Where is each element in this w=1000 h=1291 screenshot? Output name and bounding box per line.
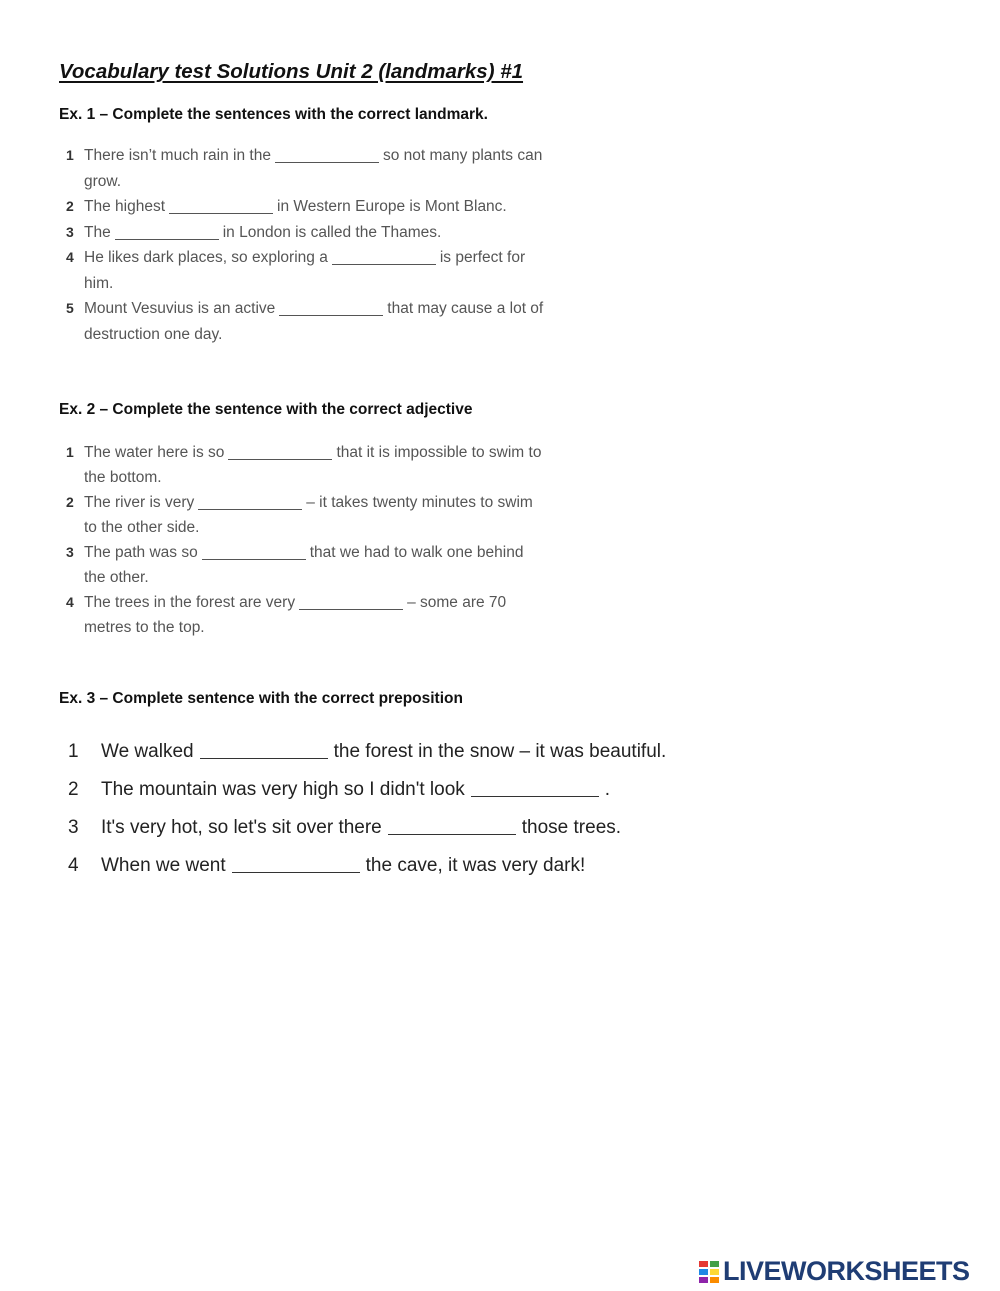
exercise-1-heading: Ex. 1 – Complete the sentences with the correct landmark. <box>59 106 488 123</box>
sentence-end: . <box>604 779 611 800</box>
item-number: 2 <box>66 198 74 214</box>
item-number: 3 <box>66 544 74 560</box>
sentence-end: in Western Europe is Mont Blanc. <box>277 198 507 215</box>
item-number: 3 <box>66 223 74 240</box>
sentence-start: It's very hot, so let's sit over there <box>101 817 382 838</box>
item-number: 4 <box>66 594 74 610</box>
list-item <box>68 809 768 847</box>
item-number: 1 <box>66 444 74 460</box>
sentence-end: – some are 70 metres to the top. <box>84 594 507 636</box>
logo-blocks-icon <box>698 1260 720 1284</box>
item-number: 1 <box>68 741 79 762</box>
list-item <box>68 847 768 885</box>
answer-blank[interactable] <box>299 594 403 611</box>
answer-blank[interactable] <box>228 444 332 461</box>
answer-blank[interactable] <box>198 494 302 511</box>
list-item <box>68 733 768 771</box>
item-number: 2 <box>66 494 74 510</box>
sentence-end: that it is impossible to swim to the bottom. <box>84 444 542 486</box>
answer-blank[interactable] <box>279 300 383 317</box>
sentence-end: the forest in the snow – it was beautiful. <box>333 741 667 762</box>
answer-blank[interactable] <box>115 223 219 240</box>
sentence-start: The <box>84 223 111 241</box>
liveworksheets-logo[interactable] <box>698 1256 970 1287</box>
list-item <box>66 540 546 590</box>
answer-blank[interactable] <box>169 198 273 215</box>
list-item <box>66 245 546 296</box>
sentence-end: that we had to walk one behind the other. <box>84 544 524 586</box>
list-item <box>66 590 546 640</box>
exercise-1-list <box>66 143 546 347</box>
exercise-3-list <box>68 733 768 885</box>
answer-blank[interactable] <box>232 853 360 873</box>
sentence-start: The water here is so <box>84 444 225 461</box>
answer-blank[interactable] <box>388 815 516 835</box>
sentence-start: When we went <box>101 855 226 876</box>
sentence-start: The mountain was very high so I didn't look <box>101 779 465 800</box>
list-item <box>68 771 768 809</box>
list-item <box>66 490 546 540</box>
sentence-start: Mount Vesuvius is an active <box>84 300 276 317</box>
sentence-end: in London is called the Thames. <box>222 223 442 241</box>
item-number: 4 <box>66 249 74 265</box>
sentence-start: The highest <box>84 198 165 215</box>
list-item <box>66 143 546 194</box>
list-item <box>66 440 546 490</box>
answer-blank[interactable] <box>200 739 328 759</box>
sentence-start: The river is very <box>84 494 195 511</box>
sentence-end: – it takes twenty minutes to swim to the other side. <box>84 494 533 536</box>
list-item <box>66 296 546 347</box>
sentence-start: The path was so <box>84 544 198 561</box>
logo-text: LIVEWORKSHEETS <box>723 1256 970 1286</box>
answer-blank[interactable] <box>332 249 436 266</box>
exercise-2-list <box>66 440 546 640</box>
sentence-start: The trees in the forest are very <box>84 594 296 611</box>
page-title: Vocabulary test Solutions Unit 2 (landmarks) #1 <box>59 60 524 83</box>
sentence-end: is perfect for him. <box>84 249 526 292</box>
sentence-end: that may cause a lot of destruction one day. <box>84 300 544 343</box>
item-number: 5 <box>66 300 74 316</box>
sentence-start: He likes dark places, so exploring a <box>84 249 328 266</box>
exercise-2-heading: Ex. 2 – Complete the sentence with the correct adjective <box>59 401 473 418</box>
sentence-end: those trees. <box>521 817 622 838</box>
sentence-end: so not many plants can grow. <box>84 147 543 190</box>
item-number: 4 <box>68 855 79 876</box>
sentence-start: We walked <box>101 741 194 762</box>
answer-blank[interactable] <box>202 544 306 561</box>
answer-blank[interactable] <box>471 777 599 797</box>
answer-blank[interactable] <box>275 147 379 164</box>
list-item <box>66 194 546 220</box>
item-number: 2 <box>68 779 79 800</box>
sentence-end: the cave, it was very dark! <box>365 855 586 876</box>
list-item <box>66 220 546 246</box>
item-number: 1 <box>66 147 74 163</box>
exercise-3-heading: Ex. 3 – Complete sentence with the correct preposition <box>59 690 463 707</box>
item-number: 3 <box>68 817 79 838</box>
sentence-start: There isn’t much rain in the <box>84 147 271 164</box>
